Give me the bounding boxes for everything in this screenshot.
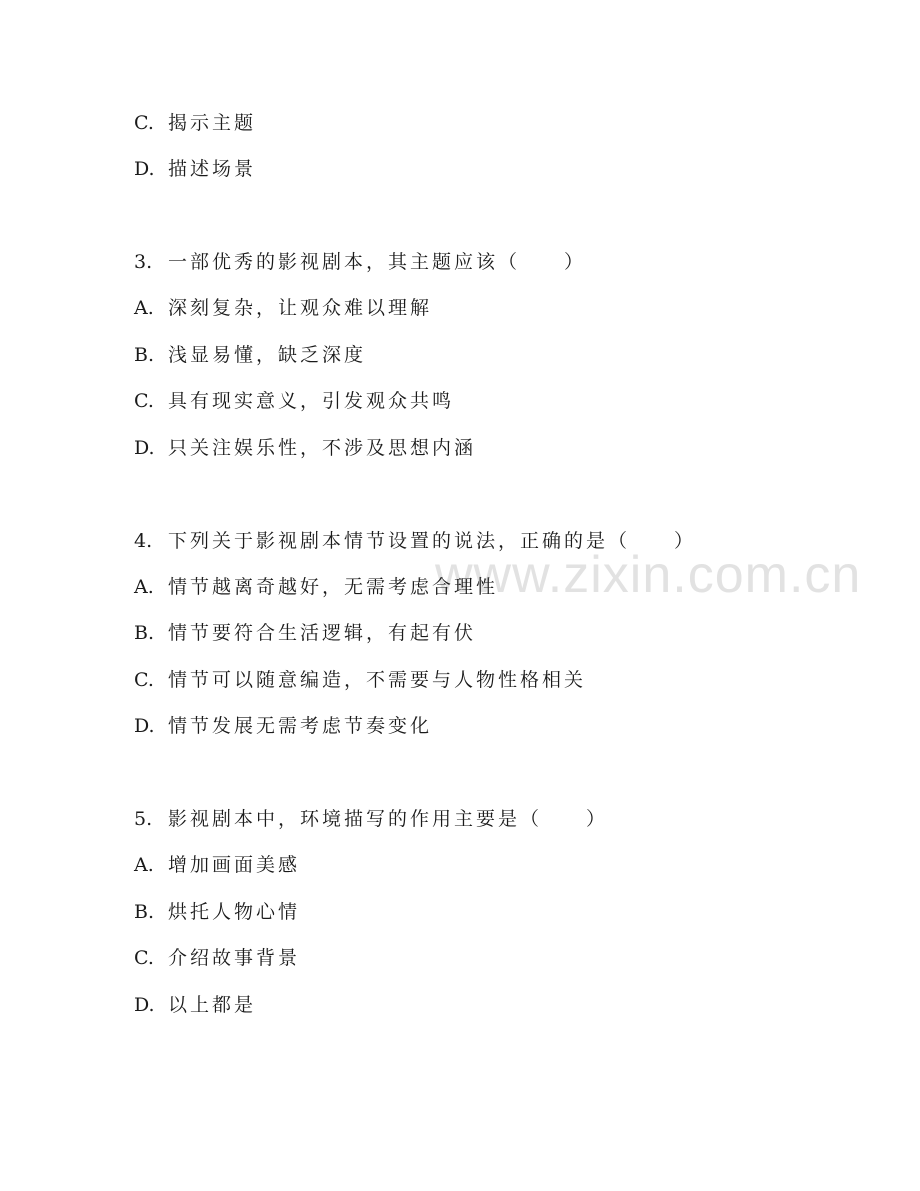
option-key: B. — [134, 344, 155, 366]
option-key: D. — [134, 994, 155, 1016]
option-text: 情节要符合生活逻辑，有起有伏 — [168, 622, 477, 644]
option-key: D. — [134, 715, 155, 737]
option-key: C. — [134, 112, 154, 134]
option-key: C. — [134, 390, 154, 412]
question-2-option-c — [134, 110, 256, 136]
question-3-stem — [134, 249, 586, 275]
question-text: 一部优秀的影视剧本，其主题应该（ ） — [168, 251, 587, 273]
option-key: C. — [134, 669, 154, 691]
question-number: 5. — [134, 808, 153, 830]
question-5-option-a — [134, 852, 300, 878]
question-number: 3. — [134, 251, 153, 273]
option-text: 描述场景 — [168, 158, 257, 180]
option-key: D. — [134, 158, 155, 180]
option-key: A. — [134, 576, 154, 598]
option-text: 介绍故事背景 — [168, 947, 301, 969]
option-text: 情节发展无需考虑节奏变化 — [168, 715, 433, 737]
question-4-option-a — [134, 574, 498, 600]
option-text: 以上都是 — [168, 994, 257, 1016]
question-5-stem — [134, 806, 608, 832]
question-text: 影视剧本中，环境描写的作用主要是（ ） — [168, 808, 609, 830]
question-5-option-d — [134, 992, 256, 1018]
watermark: www.zixin.com.cn — [435, 546, 862, 604]
question-number: 4. — [134, 530, 153, 552]
option-text: 揭示主题 — [168, 112, 257, 134]
question-3-option-c — [134, 388, 454, 414]
question-4-option-c — [134, 667, 586, 693]
question-text: 下列关于影视剧本情节设置的说法，正确的是（ ） — [168, 530, 697, 552]
question-2-option-d — [134, 156, 256, 182]
question-4-stem — [134, 528, 696, 554]
option-key: D. — [134, 437, 155, 459]
option-key: B. — [134, 622, 155, 644]
option-text: 增加画面美感 — [168, 854, 301, 876]
question-4-option-d — [134, 713, 432, 739]
option-text: 深刻复杂，让观众难以理解 — [168, 297, 433, 319]
option-text: 只关注娱乐性，不涉及思想内涵 — [168, 437, 477, 459]
question-3-option-a — [134, 295, 432, 321]
option-key: C. — [134, 947, 154, 969]
option-text: 烘托人物心情 — [168, 901, 301, 923]
option-text: 浅显易懂，缺乏深度 — [168, 344, 367, 366]
option-key: A. — [134, 854, 154, 876]
question-5-option-b — [134, 899, 300, 925]
question-3-option-b — [134, 342, 366, 368]
question-4-option-b — [134, 620, 476, 646]
question-5-option-c — [134, 945, 300, 971]
option-key: B. — [134, 901, 155, 923]
option-text: 具有现实意义，引发观众共鸣 — [168, 390, 455, 412]
option-key: A. — [134, 297, 154, 319]
option-text: 情节可以随意编造，不需要与人物性格相关 — [168, 669, 587, 691]
question-3-option-d — [134, 435, 476, 461]
option-text: 情节越离奇越好，无需考虑合理性 — [168, 576, 499, 598]
